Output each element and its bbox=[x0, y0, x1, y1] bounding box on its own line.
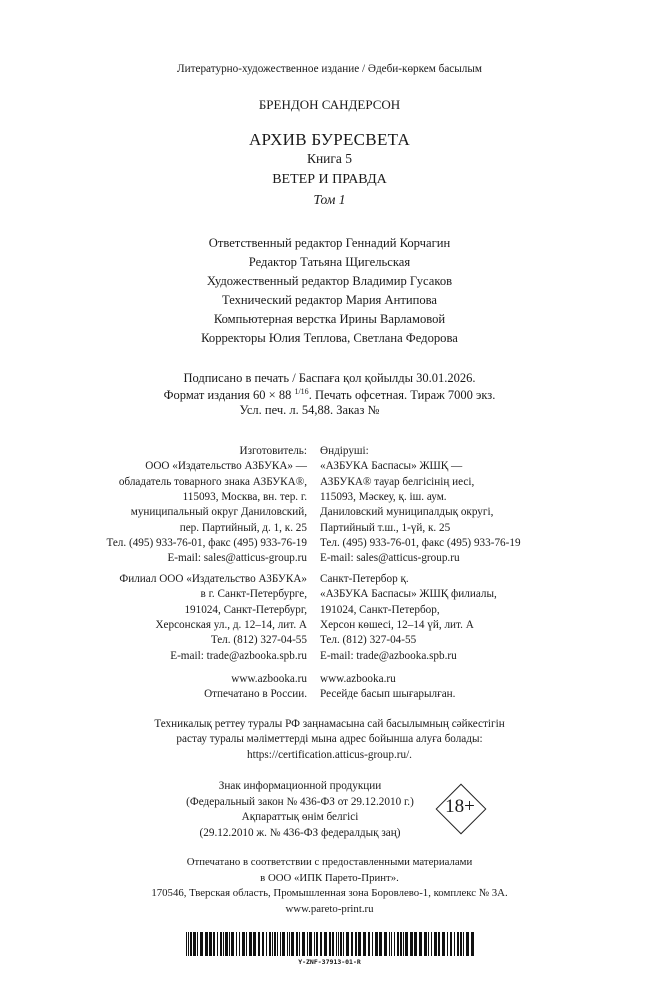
web-kz-line: Ресейде басып шығарылған. bbox=[320, 688, 456, 701]
branch-kz-line: E-mail: trade@azbooka.spb.ru bbox=[320, 649, 457, 662]
barcode-bar bbox=[229, 932, 230, 956]
barcode-bar bbox=[277, 932, 278, 956]
barcode-bar bbox=[296, 932, 298, 956]
manufacturer-ru-line: муниципальный округ Даниловский, bbox=[130, 506, 307, 519]
barcode-bar bbox=[355, 932, 357, 956]
manufacturer-kz-line: АЗБУКА® тауар белгісінің иесі, bbox=[320, 475, 475, 488]
volume: Том 1 bbox=[313, 192, 346, 207]
barcode-bar bbox=[188, 932, 189, 956]
barcode-bar bbox=[329, 932, 331, 956]
barcode-bar bbox=[316, 932, 318, 956]
barcode-bar bbox=[289, 932, 290, 956]
branch-ru-line: E-mail: trade@azbooka.spb.ru bbox=[170, 649, 307, 662]
barcode-bar bbox=[314, 932, 315, 956]
barcode-bar bbox=[397, 932, 399, 956]
credit-line: Компьютерная верстка Ирины Варламовой bbox=[213, 312, 446, 326]
manufacturer-ru-line: обладатель товарного знака АЗБУКА®, bbox=[118, 475, 307, 488]
barcode-bar bbox=[239, 932, 240, 956]
barcode-bar bbox=[358, 932, 361, 956]
barcode-bar bbox=[266, 932, 267, 956]
manufacturer-ru-line: Изготовитель: bbox=[239, 445, 307, 457]
barcode-bar bbox=[431, 932, 432, 956]
cert-line: растау туралы мәліметтерді мына адрес бойынша алуға болады: bbox=[176, 733, 483, 745]
barcode-bar bbox=[225, 932, 228, 956]
manufacturer-kz-line: «АЗБУКА Баспасы» ЖШҚ — bbox=[320, 460, 463, 473]
credit-line: Художественный редактор Владимир Гусаков bbox=[206, 274, 453, 288]
manufacturer-ru-line: E-mail: sales@atticus-group.ru bbox=[167, 552, 307, 565]
manufacturer-ru-line: Тел. (495) 933-76-01, факс (495) 933-76-19 bbox=[106, 536, 307, 549]
barcode-bar bbox=[274, 932, 276, 956]
barcode-bar bbox=[324, 932, 327, 956]
barcode-bar bbox=[379, 932, 382, 956]
credit-line: Редактор Татьяна Щигельская bbox=[248, 255, 411, 269]
barcode-bar bbox=[246, 932, 247, 956]
barcode-bar bbox=[309, 932, 312, 956]
barcode-bar bbox=[438, 932, 440, 956]
format-suffix: . Печать офсетная. Тираж 7000 экз. bbox=[308, 388, 496, 403]
barcode-bar bbox=[442, 932, 445, 956]
credit-line: Корректоры Юлия Теплова, Светлана Федорова bbox=[201, 331, 458, 345]
barcode-bar bbox=[410, 932, 413, 956]
barcode-bar bbox=[414, 932, 417, 956]
barcode-bar bbox=[457, 932, 459, 956]
barcode-bar bbox=[332, 932, 334, 956]
barcode bbox=[186, 932, 476, 956]
credit-line: Технический редактор Мария Антипова bbox=[222, 293, 437, 307]
barcode-bar bbox=[258, 932, 260, 956]
printer-line: Отпечатано в соответствии с предоставленными материалами bbox=[186, 856, 473, 868]
branch-kz-line: 191024, Санкт-Петербор, bbox=[320, 603, 440, 616]
branch-ru-line: Тел. (812) 327-04-55 bbox=[210, 634, 307, 647]
age-rating: 18+ bbox=[445, 796, 475, 817]
barcode-bar bbox=[320, 932, 322, 956]
barcode-bar bbox=[384, 932, 387, 956]
series-title: АРХИВ БУРЕСВЕТА bbox=[248, 130, 411, 149]
branch-kz-line: Тел. (812) 327-04-55 bbox=[320, 634, 417, 647]
barcode-bar bbox=[200, 932, 203, 956]
barcode-bar bbox=[405, 932, 408, 956]
manufacturer-kz-line: Тел. (495) 933-76-01, факс (495) 933-76-19 bbox=[320, 536, 521, 549]
barcode-bar bbox=[340, 932, 342, 956]
barcode-bar bbox=[231, 932, 234, 956]
barcode-bar bbox=[463, 932, 464, 956]
barcode-bar bbox=[368, 932, 370, 956]
age-rating-badge bbox=[436, 784, 484, 832]
barcode-bar bbox=[434, 932, 437, 956]
barcode-bar bbox=[299, 932, 300, 956]
manufacturer-ru-line: пер. Партийный, д. 1, к. 25 bbox=[179, 521, 307, 534]
barcode-bar bbox=[307, 932, 308, 956]
barcode-bar bbox=[363, 932, 366, 956]
info-line: (29.12.2010 ж. № 436-ФЗ федералдық заң) bbox=[199, 827, 401, 839]
cert-url: https://certification.atticus-group.ru/. bbox=[247, 749, 412, 761]
format-line bbox=[0, 387, 659, 403]
barcode-bar bbox=[447, 932, 448, 956]
barcode-bar bbox=[391, 932, 392, 956]
barcode-bar bbox=[403, 932, 404, 956]
branch-ru-line: в г. Санкт-Петербурге, bbox=[200, 588, 307, 601]
barcode-bar bbox=[343, 932, 344, 956]
info-line: Знак информационной продукции bbox=[218, 780, 382, 792]
barcode-text: Y-ZNF-37913-01-R bbox=[298, 958, 361, 966]
branch-kz-line: Санкт-Петербор қ. bbox=[320, 573, 409, 585]
barcode-bar bbox=[262, 932, 264, 956]
barcode-bar bbox=[269, 932, 271, 956]
info-line: (Федеральный закон № 436-ФЗ от 29.12.2010 г.) bbox=[186, 796, 414, 808]
barcode-bar bbox=[272, 932, 273, 956]
barcode-bar bbox=[389, 932, 390, 956]
branch-ru-line: 191024, Санкт-Петербург, bbox=[184, 603, 307, 616]
barcode-bar bbox=[394, 932, 395, 956]
signed-line: Подписано в печать / Баспаға қол қойылды 30.01.2026. bbox=[183, 371, 476, 385]
printer-line: в ООО «ИПК Парето-Принт». bbox=[260, 872, 399, 884]
info-line: Ақпараттық өнім белгісі bbox=[241, 811, 359, 823]
barcode-bar bbox=[253, 932, 256, 956]
credit-line: Ответственный редактор Геннадий Корчагин bbox=[208, 236, 451, 250]
manufacturer-ru-line: 115093, Москва, вн. тер. г. bbox=[182, 490, 307, 503]
printer-line: 170546, Тверская область, Промышленная зона Боровлево-1, комплекс № 3А. bbox=[151, 887, 508, 899]
author: БРЕНДОН САНДЕРСОН bbox=[258, 97, 401, 112]
barcode-bar bbox=[287, 932, 288, 956]
barcode-bar bbox=[217, 932, 218, 956]
barcode-bar bbox=[205, 932, 208, 956]
cert-line: Техникалық реттеу туралы РФ заңнамасына сай басылымның сәйкестігін bbox=[154, 718, 505, 730]
barcode-bar bbox=[375, 932, 378, 956]
web-ru-line: Отпечатано в России. bbox=[204, 688, 307, 701]
barcode-bar bbox=[280, 932, 281, 956]
book-title: ВЕТЕР И ПРАВДА bbox=[272, 172, 387, 187]
manufacturer-kz-line: Партийный т.ш., 1-үй, к. 25 bbox=[320, 521, 451, 534]
printer-url: www.pareto-print.ru bbox=[285, 903, 374, 915]
barcode-bar bbox=[424, 932, 427, 956]
barcode-bar bbox=[346, 932, 349, 956]
barcode-bar bbox=[372, 932, 373, 956]
barcode-bar bbox=[400, 932, 402, 956]
branch-kz-line: Херсон көшесі, 12–14 үй, лит. А bbox=[320, 618, 474, 631]
barcode-bar bbox=[186, 932, 187, 956]
barcode-bar bbox=[428, 932, 429, 956]
barcode-bar bbox=[197, 932, 198, 956]
barcode-bar bbox=[209, 932, 212, 956]
barcode-bar bbox=[450, 932, 452, 956]
barcode-bar bbox=[291, 932, 294, 956]
barcode-bar bbox=[302, 932, 305, 956]
manufacturer-ru-line: ООО «Издательство АЗБУКА» — bbox=[145, 460, 307, 473]
barcode-bar bbox=[213, 932, 215, 956]
web-ru-line: www.azbooka.ru bbox=[231, 673, 307, 685]
format-fraction: 1/16 bbox=[294, 387, 309, 396]
branch-ru-line: Филиал ООО «Издательство АЗБУКА» bbox=[119, 573, 307, 585]
book-number: Книга 5 bbox=[306, 151, 353, 166]
barcode-bar bbox=[471, 932, 474, 956]
barcode-bar bbox=[336, 932, 337, 956]
barcode-bar bbox=[220, 932, 222, 956]
barcode-bar bbox=[419, 932, 422, 956]
web-kz-line: www.azbooka.ru bbox=[320, 673, 396, 685]
barcode-bar bbox=[460, 932, 462, 956]
barcode-bar bbox=[351, 932, 353, 956]
barcode-bar bbox=[249, 932, 252, 956]
manufacturer-kz-line: Өндіруші: bbox=[320, 445, 369, 457]
header-line: Литературно-художественное издание / Әдеби-көркем басылым bbox=[177, 63, 482, 75]
manufacturer-kz-line: Даниловский муниципалдық округі, bbox=[320, 506, 494, 519]
barcode-bar bbox=[282, 932, 285, 956]
branch-ru-line: Херсонская ул., д. 12–14, лит. А bbox=[155, 618, 307, 631]
barcode-bar bbox=[242, 932, 245, 956]
format-prefix: Формат издания 60 × 88 bbox=[163, 388, 295, 403]
barcode-bar bbox=[193, 932, 196, 956]
barcode-bar bbox=[466, 932, 469, 956]
manufacturer-kz-line: E-mail: sales@atticus-group.ru bbox=[320, 552, 460, 565]
branch-kz-line: «АЗБУКА Баспасы» ЖШҚ филиалы, bbox=[320, 588, 497, 601]
barcode-bar bbox=[236, 932, 237, 956]
barcode-bar bbox=[190, 932, 192, 956]
manufacturer-kz-line: 115093, Мәскеу, қ. іш. аум. bbox=[320, 490, 447, 503]
barcode-bar bbox=[454, 932, 455, 956]
sheets-line: Усл. печ. л. 54,88. Заказ № bbox=[239, 403, 380, 417]
barcode-bar bbox=[223, 932, 224, 956]
barcode-bar bbox=[338, 932, 339, 956]
